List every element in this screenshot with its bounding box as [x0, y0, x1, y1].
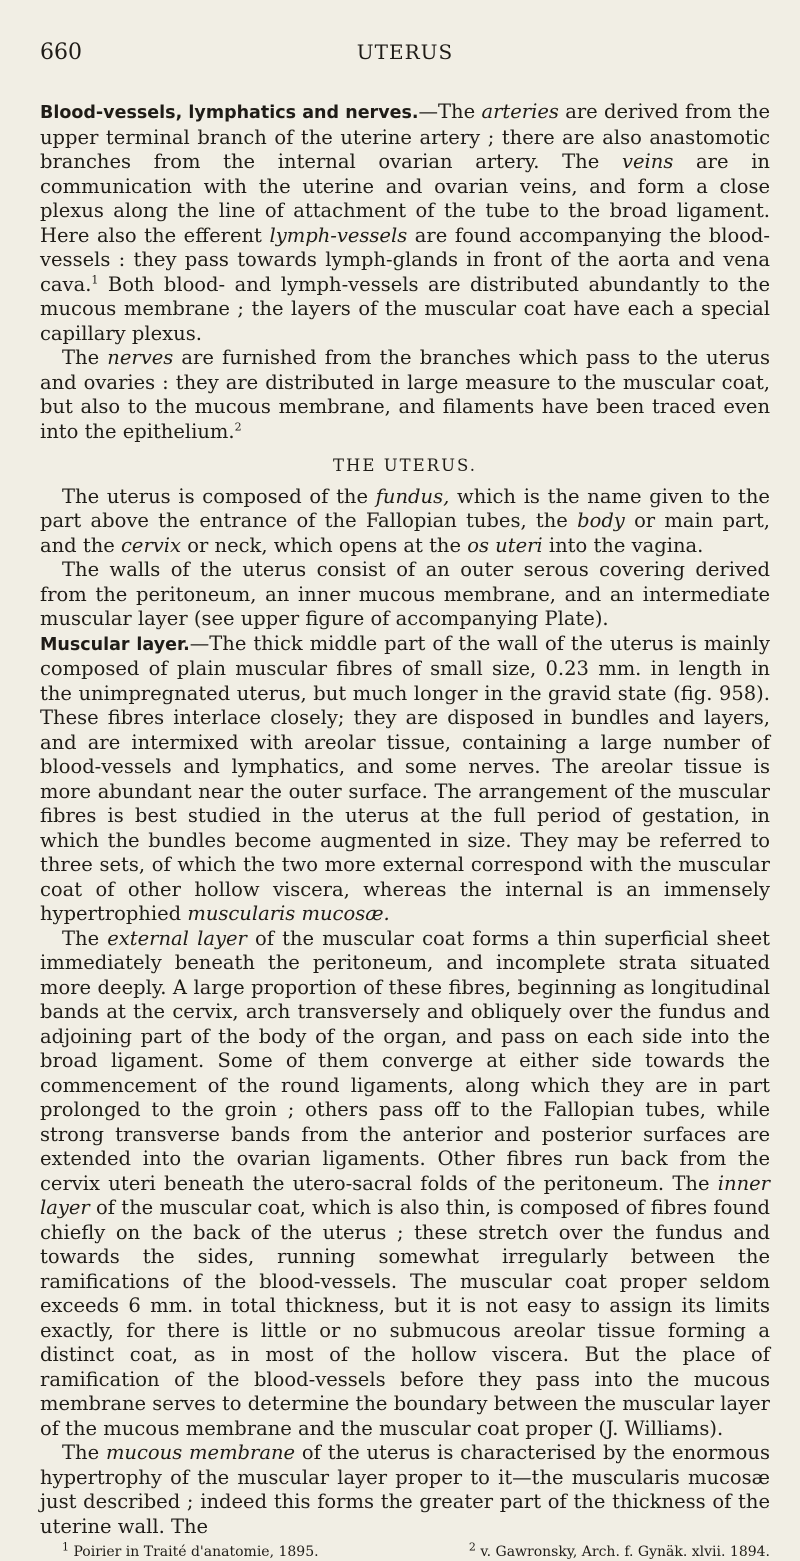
- footnote-2: [468, 1540, 770, 1561]
- paragraph-mucous-membrane: [40, 1441, 770, 1539]
- text-run: —The thick middle part of the wall of the uterus is mainly composed of plain muscular fibres of small size, 0.23 mm. in length in the unimpregnated uterus, but much longer in the gravid state (fig. 958). These fibres interlace closely; they are disposed in bundles and layers, and are intermixed with areolar tissue, containing a large number of blood-vessels and lymphatics, and some nerves. The areolar tissue is more abundant near the outer surface. The arrangement of the muscular fibres is best studied in the uterus at the full period of gestation, in which the bundles become augmented in size. They may be referred to three sets, of which the two more external correspond with the muscular coat of other hollow viscera, whereas the internal is an immensely hypertrophied: [40, 631, 771, 925]
- text-run: of the muscular coat forms a thin superficial sheet immediately beneath the peritoneum, and incomplete strata situated more deeply. A large proportion of these fibres, beginning as longitudinal bands at the cervix, arch transversely and obliquely over the fundus and adjoining part of the body of the organ, and pass on each side into the broad ligament. Some of them converge at either side towards the commencement of the round ligaments, along which they are in part prolonged to the groin ; others pass off to the Fallopian tubes, while strong transverse bands from the anterior and posterior surfaces are extended into the ovarian ligaments. Other fibres run back from the cervix uteri beneath the utero-sacral folds of the peritoneum. The: [40, 926, 770, 1195]
- italic-term: lymph-vessels: [269, 223, 408, 247]
- body-text: [40, 100, 770, 1561]
- text-run: which is the name given to the part above the entrance of the Fallopian tubes, the: [40, 484, 770, 532]
- footnote-text: v. Gawronsky, Arch. f. Gynäk. xlvii. 1894.: [475, 1544, 770, 1560]
- text-run: The uterus is composed of the: [62, 484, 376, 508]
- footnote-number: 2: [468, 1540, 476, 1554]
- section-heading: THE UTERUS.: [333, 456, 477, 475]
- text-run: The: [62, 346, 108, 369]
- italic-term: fundus,: [375, 484, 450, 508]
- italic-term: body: [577, 509, 625, 532]
- italic-term: os uteri: [467, 533, 543, 557]
- text-run: Both blood- and lymph-vessels are distributed abundantly to the mucous membrane ; the layers of the muscular coat have each a special capillary plexus.: [40, 272, 770, 345]
- paragraph-nerves: [40, 346, 770, 444]
- italic-term: external layer: [107, 926, 247, 950]
- footnote-text: Poirier in Traité d'anatomie, 1895.: [69, 1544, 319, 1560]
- italic-term: mucous membrane: [105, 1441, 296, 1464]
- italic-term: cervix: [121, 533, 182, 557]
- footnote-1: [62, 1540, 319, 1561]
- text-run: The: [62, 1441, 106, 1464]
- paragraph-walls: The walls of the uterus consist of an outer serous covering derived from the peritoneum, an inner mucous membrane, and an intermediate muscular layer (see upper figure of accompanying Plate).: [40, 558, 770, 630]
- paragraph-uterus-parts: [40, 485, 770, 559]
- footnote-marker: 2: [234, 420, 242, 433]
- text-run: are furnished from the branches which pass to the uterus and ovaries : they are distributed in large measure to the muscular coat, but also to the mucous membrane, and filaments have been traced even into the epithelium.: [40, 346, 770, 443]
- running-head: UTERUS: [356, 40, 454, 64]
- text-run: into the vagina.: [542, 533, 704, 557]
- italic-term: inner layer: [40, 1171, 770, 1219]
- paragraph-muscular-layer: [40, 632, 770, 927]
- page-number: 660: [40, 40, 82, 65]
- italic-term: veins: [621, 150, 674, 173]
- text-run: of the uterus is characterised by the enormous hypertrophy of the muscular layer proper to it—the muscularis mucosæ just described ; indeed this forms the greater part of the thickness of the uterine wall. The: [40, 1441, 770, 1538]
- page-header: [40, 40, 770, 70]
- text-run: are found accompanying the blood-vessels : they pass towards lymph-glands in front of the aorta and vena cava.: [40, 223, 771, 296]
- text-run: are derived from the upper terminal branch of the uterine artery ; there are also anastomotic branches from the internal ovarian artery. The: [40, 100, 770, 173]
- text-run: or main part, and the: [40, 509, 770, 557]
- section-subheading: Muscular layer.: [40, 634, 190, 655]
- text-run: or neck, which opens at the: [181, 533, 468, 557]
- paragraph-blood-vessels: [40, 100, 770, 346]
- text-run: —The: [418, 100, 482, 123]
- italic-term: arteries: [481, 100, 559, 123]
- italic-term: muscularis mucosæ.: [187, 902, 390, 925]
- paragraph-external-layer: [40, 927, 770, 1442]
- italic-term: nerves: [107, 346, 174, 369]
- section-subheading: Blood-vessels, lymphatics and nerves.: [40, 103, 419, 123]
- text-run: of the muscular coat, which is also thin, is composed of fibres found chiefly on the back of the uterus ; these stretch over the fundus and towards the sides, running somewhat irregularly between the ramifications of the blood-vessels. The muscular coat proper seldom exceeds 6 mm. in total thickness, but it is not easy to assign its limits exactly, for there is little or no submucous areolar tissue forming a distinct coat, as in most of the hollow viscera. But the place of ramification of the blood-vessels before they pass into the mucous membrane serves to determine the boundary between the muscular layer of the mucous membrane and the muscular coat proper (J. Williams).: [40, 1196, 770, 1440]
- text-run: The: [62, 926, 108, 950]
- footnotes: [40, 1540, 770, 1561]
- text-run: are in communication with the uterine and ovarian veins, and form a close plexus along the line of attachment of the tube to the broad ligament. Here also the efferent: [40, 150, 770, 247]
- footnote-marker: 1: [91, 273, 99, 286]
- footnote-number: 1: [62, 1540, 69, 1554]
